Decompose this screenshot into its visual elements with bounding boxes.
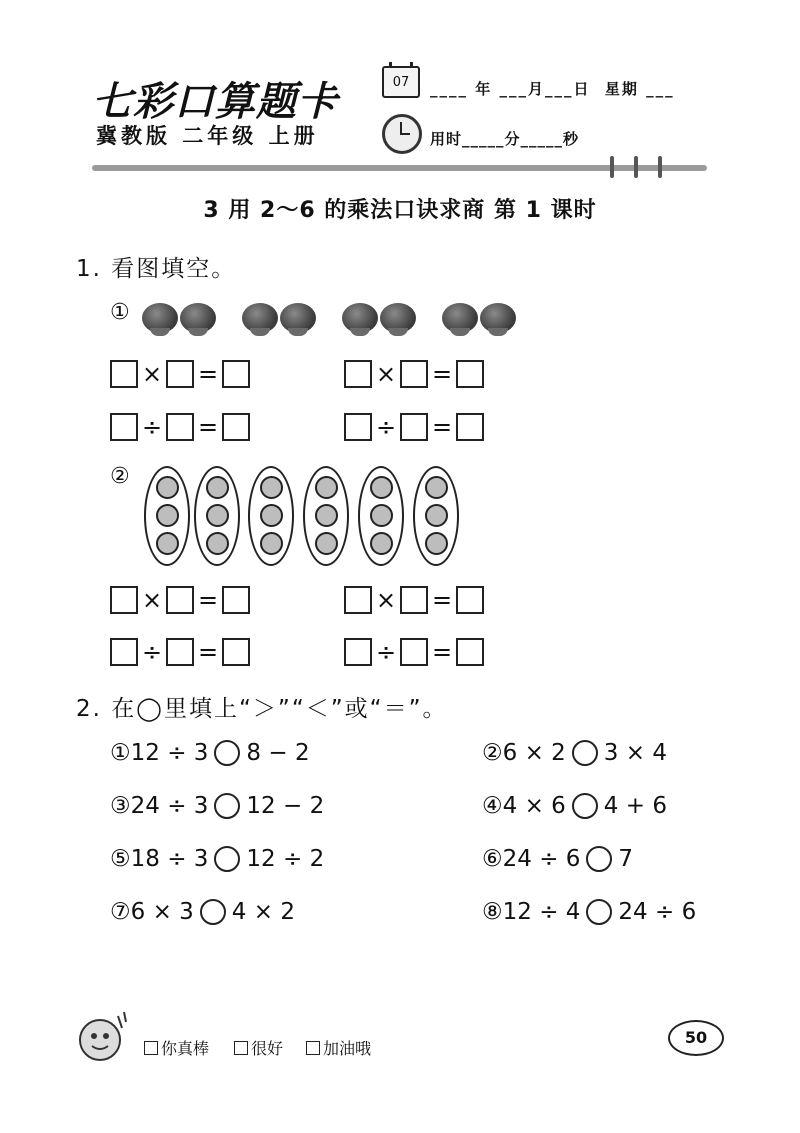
header-divider [92, 165, 707, 171]
answer-box[interactable] [222, 586, 250, 614]
comparison-item: ① 12 ÷ 3 8 − 2 [110, 740, 310, 766]
answer-box[interactable] [344, 586, 372, 614]
ball-icon [425, 476, 448, 499]
ball-icon [206, 476, 229, 499]
ball-icon [156, 476, 179, 499]
date-line: ____ 年 ___月___日 星期 ___ [430, 80, 675, 98]
ball-icon [156, 532, 179, 555]
answer-box[interactable] [400, 413, 428, 441]
answer-box[interactable] [110, 360, 138, 388]
page-number: 50 [668, 1020, 724, 1056]
checkbox[interactable] [144, 1041, 158, 1055]
answer-box[interactable] [400, 638, 428, 666]
peach-icon [480, 303, 516, 333]
answer-box[interactable] [110, 413, 138, 441]
rating-option-great[interactable]: 你真棒 [144, 1036, 209, 1059]
multiplication-equation: × = [110, 586, 250, 614]
part-2-marker: ② [110, 464, 130, 489]
ball-icon [315, 504, 338, 527]
comparison-item: ② 6 × 2 3 × 4 [482, 740, 667, 766]
answer-box[interactable] [344, 413, 372, 441]
edition-label: 冀教版 二年级 上册 [96, 124, 319, 148]
ball-icon [206, 504, 229, 527]
multiplication-equation: × = [344, 360, 484, 388]
peach-icon [380, 303, 416, 333]
answer-box[interactable] [166, 413, 194, 441]
answer-box[interactable] [456, 413, 484, 441]
ball-icon [370, 476, 393, 499]
rating-option-keep-going[interactable]: 加油哦 [306, 1036, 371, 1059]
division-equation: ÷ = [110, 413, 250, 441]
mascot-icon [74, 1008, 132, 1066]
ball-icon [315, 476, 338, 499]
answer-box[interactable] [400, 360, 428, 388]
compare-circle[interactable] [214, 846, 240, 872]
divider-hook [610, 156, 614, 178]
time-line: 用时_____分_____秒 [430, 130, 580, 148]
compare-circle[interactable] [572, 793, 598, 819]
comparison-item: ⑦ 6 × 3 4 × 2 [110, 899, 295, 925]
answer-box[interactable] [110, 586, 138, 614]
ball-icon [260, 504, 283, 527]
divider-hook [634, 156, 638, 178]
ball-icon [425, 532, 448, 555]
answer-box[interactable] [344, 638, 372, 666]
multiplication-equation: × = [110, 360, 250, 388]
compare-circle[interactable] [586, 846, 612, 872]
peach-icon [442, 303, 478, 333]
peach-icon [242, 303, 278, 333]
multiplication-equation: × = [344, 586, 484, 614]
part-1-marker: ① [110, 300, 130, 325]
group-oval [303, 466, 349, 566]
comparison-item: ④ 4 × 6 4 + 6 [482, 793, 667, 819]
comparison-item: ⑤ 18 ÷ 3 12 ÷ 2 [110, 846, 325, 872]
answer-box[interactable] [456, 360, 484, 388]
answer-box[interactable] [110, 638, 138, 666]
peach-icon [342, 303, 378, 333]
compare-circle[interactable] [586, 899, 612, 925]
answer-box[interactable] [222, 413, 250, 441]
compare-circle[interactable] [572, 740, 598, 766]
group-oval [144, 466, 190, 566]
ball-icon [370, 532, 393, 555]
peach-icon [142, 303, 178, 333]
question-2-title: 2. 在◯里填上“＞”“＜”或“＝”。 [76, 696, 448, 722]
checkbox[interactable] [306, 1041, 320, 1055]
ball-icon [206, 532, 229, 555]
answer-box[interactable] [166, 360, 194, 388]
calendar-day: 07 [392, 75, 410, 90]
peach-icon [280, 303, 316, 333]
calendar-icon [382, 66, 420, 98]
group-oval [413, 466, 459, 566]
divider-hook [658, 156, 662, 178]
ball-icon [260, 532, 283, 555]
comparison-item: ⑥ 24 ÷ 6 7 [482, 846, 634, 872]
checkbox[interactable] [234, 1041, 248, 1055]
peach-icon [180, 303, 216, 333]
answer-box[interactable] [166, 586, 194, 614]
ball-icon [156, 504, 179, 527]
ball-icon [425, 504, 448, 527]
division-equation: ÷ = [344, 638, 484, 666]
clock-icon [382, 114, 422, 154]
question-1-title: 1. 看图填空。 [76, 256, 237, 282]
answer-box[interactable] [222, 638, 250, 666]
comparison-item: ③ 24 ÷ 3 12 − 2 [110, 793, 325, 819]
answer-box[interactable] [400, 586, 428, 614]
rating-option-good[interactable]: 很好 [234, 1036, 283, 1059]
compare-circle[interactable] [214, 740, 240, 766]
compare-circle[interactable] [200, 899, 226, 925]
lesson-title: 3 用 2～6 的乘法口诀求商 第 1 课时 [203, 198, 597, 223]
answer-box[interactable] [344, 360, 372, 388]
brand-title: 七彩口算题卡 [92, 78, 338, 125]
answer-box[interactable] [456, 586, 484, 614]
answer-box[interactable] [456, 638, 484, 666]
comparison-item: ⑧ 12 ÷ 4 24 ÷ 6 [482, 899, 697, 925]
ball-icon [370, 504, 393, 527]
compare-circle[interactable] [214, 793, 240, 819]
division-equation: ÷ = [344, 413, 484, 441]
group-oval [194, 466, 240, 566]
division-equation: ÷ = [110, 638, 250, 666]
ball-icon [260, 476, 283, 499]
answer-box[interactable] [166, 638, 194, 666]
group-oval [358, 466, 404, 566]
group-oval [248, 466, 294, 566]
ball-icon [315, 532, 338, 555]
answer-box[interactable] [222, 360, 250, 388]
